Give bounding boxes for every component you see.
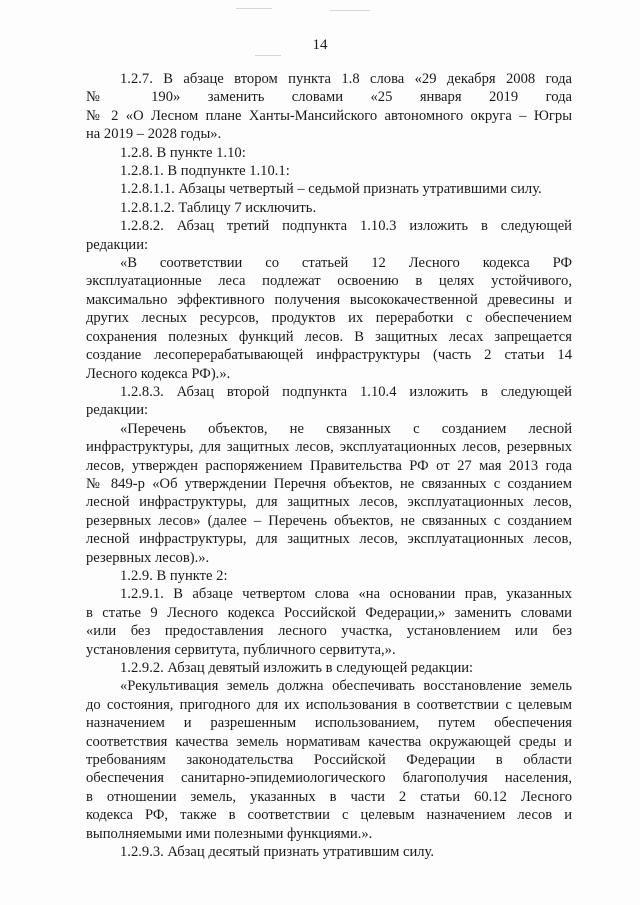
- text-line: 1.2.8.2. Абзац третий подпункта 1.10.3 изложить в следующей: [120, 218, 572, 235]
- paragraph-quote-1: [86, 254, 572, 383]
- text-line: на 2019 – 2028 годы».: [86, 126, 222, 143]
- text-line: других лесных ресурсов, продуктов их переработки с обеспечением: [86, 310, 572, 327]
- text-line: инфраструктуры, для защитных лесов, эксплуатационных лесов, резервных: [86, 439, 572, 456]
- text-line: в статье 9 Лесного кодекса Российской Федерации,» заменить словами: [86, 604, 572, 621]
- text-line: «или без предоставления лесного участка, установлением или без: [86, 623, 572, 640]
- text-line: резервных лесов» (далее – Перечень объектов, не связанных с созданием: [86, 512, 572, 529]
- text-line: соответствия качества земель нормативам качества окружающей среды и: [86, 733, 572, 750]
- paragraph-quote-3: [86, 677, 572, 843]
- text-line: № 2 «О Лесном плане Ханты-Мансийского автономного округа – Югры: [86, 107, 572, 124]
- paragraph-1-2-9-1: [86, 585, 572, 659]
- text-line: максимально эффективного получения высококачественной древесины и: [86, 291, 572, 308]
- text-line: «Рекультивация земель должна обеспечивать восстановление земель: [120, 678, 572, 695]
- text-line: «В соответствии со статьей 12 Лесного кодекса РФ: [120, 255, 572, 272]
- text-line: 1.2.8.3. Абзац второй подпункта 1.10.4 изложить в следующей: [120, 383, 572, 400]
- text-line: 1.2.8.1.1. Абзацы четвертый – седьмой признать утратившими силу.: [120, 181, 542, 198]
- text-line: 1.2.8. В пункте 1.10:: [120, 144, 246, 161]
- text-line: редакции:: [86, 236, 149, 253]
- paragraph-1-2-8: [86, 144, 572, 162]
- paragraph-1-2-7: [86, 70, 572, 144]
- text-line: 1.2.9.2. Абзац девятый изложить в следующей редакции:: [120, 660, 474, 676]
- text-line: выполняемыми ими полезными функциями.».: [86, 825, 373, 842]
- text-line: назначением и разрешенным использованием, путем обеспечения: [86, 715, 572, 732]
- text-line: 1.2.7. В абзаце втором пункта 1.8 слова «29 декабря 2008 года: [120, 71, 572, 87]
- text-line: 1.2.8.1.2. Таблицу 7 исключить.: [120, 199, 317, 216]
- scan-artifact: [255, 55, 281, 56]
- text-line: 1.2.9. В пункте 2:: [120, 567, 228, 584]
- text-line: № 849-р «Об утверждении Перечня объектов, не связанных с созданием: [86, 475, 572, 492]
- text-line: требованиям законодательства Российской Федерации в области: [86, 752, 572, 769]
- paragraph-1-2-9-3: [86, 843, 572, 861]
- paragraph-quote-2: [86, 420, 572, 567]
- text-line: № 190» заменить словами «25 января 2019 года: [86, 89, 572, 106]
- text-line: лесной инфраструктуры, для защитных лесов, эксплуатационных лесов,: [86, 494, 572, 511]
- text-line: установления сервитута, публичного сервитута,».: [86, 641, 396, 658]
- text-line: 1.2.9.3. Абзац десятый признать утратившим силу.: [120, 844, 435, 861]
- text-line: кодекса РФ, также в соответствии с целевым назначением лесов и: [86, 807, 572, 824]
- text-line: Лесного кодекса РФ).».: [86, 365, 231, 382]
- text-line: лесной инфраструктуры, для защитных лесов, эксплуатационных лесов,: [86, 531, 572, 548]
- paragraph-1-2-8-1: [86, 162, 572, 180]
- paragraph-1-2-9: [86, 567, 572, 585]
- text-line: резервных лесов).».: [86, 549, 210, 566]
- text-line: 1.2.9.1. В абзаце четвертом слова «на основании прав, указанных: [120, 586, 572, 603]
- text-line: сохранения полезных функций лесов. В защитных лесах запрещается: [86, 328, 572, 345]
- text-line: в отношении земель, указанных в части 2 статьи 60.12 Лесного: [86, 788, 572, 805]
- text-line: эксплуатационные леса подлежат освоению в целях устойчивого,: [86, 273, 572, 290]
- text-line: создание лесоперерабатывающей инфраструктуры (часть 2 статьи 14: [86, 347, 572, 364]
- text-line: редакции:: [86, 402, 149, 419]
- paragraph-1-2-8-3: [86, 383, 572, 420]
- scan-artifact: [236, 8, 272, 9]
- paragraph-1-2-9-2: [86, 659, 572, 677]
- text-line: 1.2.8.1. В подпункте 1.10.1:: [120, 163, 290, 180]
- text-line: обеспечения санитарно-эпидемиологического благополучия населения,: [86, 770, 572, 787]
- document-body: [86, 70, 572, 861]
- paragraph-1-2-8-1-1: [86, 180, 572, 198]
- paragraph-1-2-8-1-2: [86, 199, 572, 217]
- text-line: «Перечень объектов, не связанных с созданием лесной: [120, 420, 572, 437]
- text-line: до состояния, пригодного для их использования в соответствии с целевым: [86, 696, 572, 713]
- text-line: лесов, утвержден распоряжением Правительства РФ от 27 мая 2013 года: [86, 457, 572, 474]
- paragraph-1-2-8-2: [86, 217, 572, 254]
- scan-artifact: [330, 10, 370, 11]
- page-number: 14: [312, 37, 328, 53]
